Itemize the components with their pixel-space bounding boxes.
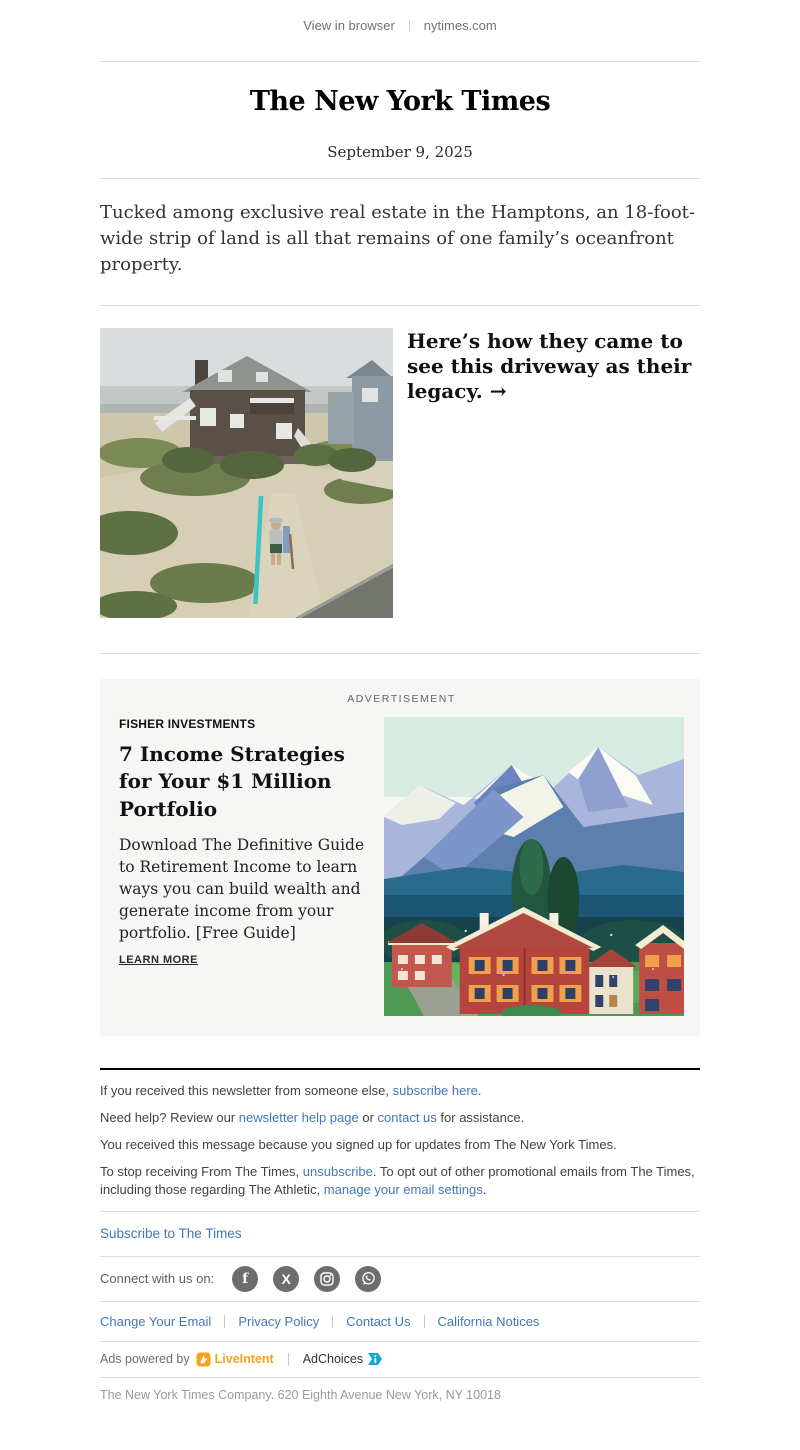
top-links-bar (100, 0, 700, 33)
intro-text: Tucked among exclusive real estate in the Hamptons, an 18-foot-wide strip of land is all that remains of one family’s oceanfront property. (100, 202, 695, 275)
x-icon[interactable] (273, 1266, 299, 1292)
nyt-logo[interactable]: The New York Times (249, 86, 551, 117)
footer-text-segment: for assistance. (436, 1109, 525, 1125)
california-notices-link[interactable]: California Notices (437, 1313, 540, 1329)
newsletter-help-link[interactable]: newsletter help page (238, 1109, 359, 1125)
divider (332, 1315, 333, 1328)
company-address: The New York Times Company. 620 Eighth Avenue New York, NY 10018 (100, 1387, 501, 1402)
liveintent-link[interactable]: LiveIntent (214, 1352, 274, 1367)
footer-line-help (100, 1109, 700, 1127)
ad-illustration[interactable] (384, 717, 684, 1016)
contact-us-footer-link[interactable]: Contact Us (346, 1313, 411, 1329)
learn-more-link[interactable]: LEARN MORE (119, 953, 198, 966)
ad-body-text: Download The Definitive Guide to Retirement Income to learn ways you can build wealth and generate income from your portfolio. [Free Guide] (119, 835, 365, 942)
connect-label: Connect with us on: (100, 1271, 215, 1287)
footer-nav (100, 1302, 700, 1341)
manage-email-settings-link[interactable]: manage your email settings (323, 1182, 483, 1198)
footer-text-segment: To stop receiving From The Times, (100, 1164, 303, 1180)
article-photo[interactable] (100, 328, 393, 618)
footer-text-segment: Need help? Review our (100, 1109, 239, 1125)
adchoices-icon (367, 1352, 383, 1366)
subscribe-here-link[interactable]: subscribe here (392, 1082, 478, 1098)
whatsapp-glyph (361, 1271, 376, 1286)
ad-text-column (119, 717, 371, 1016)
liveintent-icon (196, 1352, 211, 1367)
whatsapp-icon[interactable] (355, 1266, 381, 1292)
article-section (100, 328, 700, 618)
masthead (100, 86, 700, 117)
footer-line-reason: You received this message because you signed up for updates from The New York Times. (100, 1137, 617, 1153)
footer-text-segment: . (482, 1182, 487, 1198)
footer-text-segment: . To opt out of other promotional emails from The Times, including those regarding The Athletic, (100, 1164, 695, 1198)
divider (224, 1315, 225, 1328)
adchoices-link[interactable]: AdChoices (302, 1352, 364, 1367)
divider (100, 1377, 700, 1378)
change-email-link[interactable]: Change Your Email (100, 1313, 212, 1329)
contact-us-link[interactable]: contact us (377, 1109, 437, 1125)
footer-text-segment: or (358, 1109, 378, 1125)
article-headline[interactable]: Here’s how they came to see this driveway as their legacy. → (407, 328, 692, 403)
divider (100, 653, 700, 654)
instagram-glyph (320, 1272, 334, 1286)
divider (409, 20, 410, 32)
view-in-browser-link[interactable]: View in browser (303, 18, 395, 33)
divider (288, 1353, 289, 1366)
ad-sponsor-label: FISHER INVESTMENTS (119, 716, 256, 731)
footer-top-rule (100, 1068, 700, 1070)
ads-attribution-row (100, 1342, 700, 1377)
footer-line-forward (100, 1082, 700, 1100)
ads-powered-by-label: Ads powered by (100, 1352, 190, 1367)
privacy-policy-link[interactable]: Privacy Policy (238, 1313, 320, 1329)
facebook-icon[interactable] (232, 1266, 258, 1292)
email-body (100, 0, 700, 1450)
unsubscribe-link[interactable]: unsubscribe (302, 1164, 373, 1180)
instagram-icon[interactable] (314, 1266, 340, 1292)
nytimes-link[interactable]: nytimes.com (423, 18, 497, 33)
divider (100, 61, 700, 62)
subscribe-row (100, 1212, 700, 1256)
footer-line-unsubscribe (100, 1163, 700, 1199)
ad-headline[interactable]: 7 Income Strategies for Your $1 Million Portfolio (119, 741, 345, 821)
x-glyph: X (281, 1270, 291, 1287)
divider (100, 178, 700, 179)
divider (424, 1315, 425, 1328)
facebook-glyph: f (242, 1270, 249, 1287)
divider (100, 305, 700, 306)
advertisement-block (100, 679, 700, 1036)
social-icons (232, 1266, 381, 1292)
footer-text-segment: If you received this newsletter from someone else, (100, 1082, 393, 1098)
social-row (100, 1257, 700, 1301)
advertisement-label: ADVERTISEMENT (347, 692, 456, 705)
newsletter-date: September 9, 2025 (327, 143, 473, 161)
footer-notices (100, 1082, 700, 1200)
subscribe-to-times-link[interactable]: Subscribe to The Times (100, 1225, 242, 1241)
footer-text-segment: . (477, 1082, 482, 1098)
